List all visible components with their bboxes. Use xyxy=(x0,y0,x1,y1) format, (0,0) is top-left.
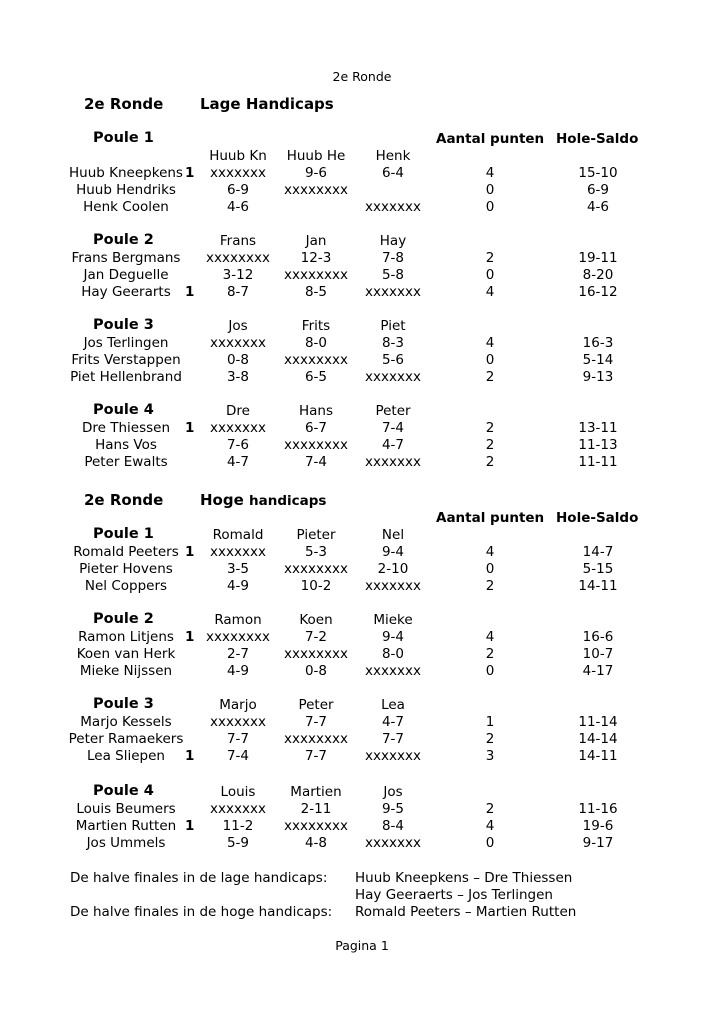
match-score: xxxxxxxx xyxy=(284,352,348,368)
poule-column-head: Ramon xyxy=(214,612,262,628)
match-score: 8-0 xyxy=(304,335,328,351)
saldo-value: 11-11 xyxy=(578,454,618,470)
player-name: Jos Ummels xyxy=(86,835,166,851)
match-score: 0-8 xyxy=(304,663,328,679)
match-score: xxxxxxx xyxy=(365,578,421,594)
match-score: 8-5 xyxy=(304,284,328,300)
match-score: xxxxxxx xyxy=(365,835,421,851)
finals-hoge-match-1: Romald Peeters – Martien Rutten xyxy=(355,904,577,920)
player-name: Louis Beumers xyxy=(76,801,176,817)
poule-column-head: Huub Kn xyxy=(209,148,267,164)
player-name: Koen van Herk xyxy=(76,646,176,662)
finals-lage-match-2: Hay Geeraerts – Jos Terlingen xyxy=(355,887,553,903)
finals-lage-label: De halve finales in de lage handicaps: xyxy=(70,870,328,886)
saldo-value: 19-11 xyxy=(578,250,618,266)
poule-column-head: Romald xyxy=(212,527,264,543)
points-value: 2 xyxy=(485,801,495,817)
points-column-header-hoge: Aantal punten xyxy=(436,510,545,526)
match-score: 7-4 xyxy=(381,420,405,436)
saldo-value: 5-14 xyxy=(582,352,614,368)
match-score: xxxxxxxx xyxy=(284,731,348,747)
player-name: Jos Terlingen xyxy=(83,335,169,351)
player-name: Lea Sliepen xyxy=(87,748,165,764)
match-score: xxxxxxx xyxy=(365,748,421,764)
finals-hoge-label: De halve finales in de hoge handicaps: xyxy=(70,904,333,920)
poule-column-head: Piet xyxy=(380,318,406,334)
poule-column-head: Jos xyxy=(228,318,248,334)
match-score: 5-6 xyxy=(381,352,405,368)
points-value: 4 xyxy=(485,629,495,645)
points-value: 2 xyxy=(485,369,495,385)
match-score: 12-3 xyxy=(300,250,332,266)
match-score: xxxxxxx xyxy=(365,199,421,215)
match-score: 5-3 xyxy=(304,544,328,560)
match-score: 5-9 xyxy=(226,835,250,851)
player-name: Jan Deguelle xyxy=(83,267,169,283)
match-score: xxxxxxxx xyxy=(284,818,348,834)
match-score: 4-9 xyxy=(226,578,250,594)
player-name: Hans Vos xyxy=(95,437,157,453)
poule-winner-mark: 1 xyxy=(185,629,195,645)
match-score: 6-9 xyxy=(226,182,250,198)
match-score: 6-7 xyxy=(304,420,328,436)
saldo-value: 9-17 xyxy=(582,835,614,851)
match-score: 9-5 xyxy=(381,801,405,817)
match-score: 7-8 xyxy=(381,250,405,266)
player-name: Hay Geerarts xyxy=(81,284,171,300)
points-value: 4 xyxy=(485,284,495,300)
poule-winner-mark: 1 xyxy=(185,420,195,436)
match-score: 7-7 xyxy=(226,731,250,747)
points-value: 0 xyxy=(485,352,495,368)
points-value: 2 xyxy=(485,578,495,594)
points-value: 0 xyxy=(485,199,495,215)
match-score: 10-2 xyxy=(300,578,332,594)
match-score: 7-2 xyxy=(304,629,328,645)
saldo-value: 16-6 xyxy=(582,629,614,645)
poule-column-head: Dre xyxy=(226,403,250,419)
hoge-title-bold: Hoge xyxy=(200,491,244,509)
match-score: 3-8 xyxy=(226,369,250,385)
saldo-value: 6-9 xyxy=(586,182,610,198)
saldo-value: 4-6 xyxy=(586,199,610,215)
points-value: 4 xyxy=(485,335,495,351)
points-value: 2 xyxy=(485,454,495,470)
match-score: 11-2 xyxy=(222,818,254,834)
page-footer: Pagina 1 xyxy=(335,938,389,953)
poule-column-head: Koen xyxy=(299,612,333,628)
points-value: 2 xyxy=(485,437,495,453)
saldo-column-header-hoge: Hole-Saldo xyxy=(556,510,639,526)
match-score: xxxxxxxx xyxy=(284,646,348,662)
points-value: 4 xyxy=(485,165,495,181)
poule-column-head: Martien xyxy=(290,784,342,800)
match-score: xxxxxxxx xyxy=(284,267,348,283)
hoge-title-rest: handicaps xyxy=(249,493,327,509)
match-score: 8-3 xyxy=(381,335,405,351)
hoge-section-title xyxy=(200,491,326,509)
player-name: Henk Coolen xyxy=(83,199,169,215)
match-score: 8-7 xyxy=(226,284,250,300)
player-name: Mieke Nijssen xyxy=(79,663,173,679)
match-score: 4-6 xyxy=(226,199,250,215)
match-score: xxxxxxx xyxy=(210,801,266,817)
match-score: xxxxxxxx xyxy=(206,250,270,266)
saldo-value: 10-7 xyxy=(582,646,614,662)
match-score: xxxxxxx xyxy=(210,165,266,181)
player-name: Frits Verstappen xyxy=(71,352,181,368)
match-score: 9-4 xyxy=(381,544,405,560)
match-score: 2-10 xyxy=(377,561,409,577)
match-score: xxxxxxx xyxy=(210,335,266,351)
player-name: Pieter Hovens xyxy=(79,561,173,577)
match-score: 2-11 xyxy=(300,801,332,817)
poule-column-head: Jos xyxy=(383,784,403,800)
page-header: 2e Ronde xyxy=(332,69,392,84)
saldo-value: 15-10 xyxy=(578,165,618,181)
match-score: 9-6 xyxy=(304,165,328,181)
points-value: 4 xyxy=(485,818,495,834)
poule-column-head: Peter xyxy=(375,403,411,419)
poule-column-head: Huub He xyxy=(286,148,346,164)
player-name: Romald Peeters xyxy=(73,544,179,560)
saldo-value: 16-3 xyxy=(582,335,614,351)
match-score: xxxxxxx xyxy=(365,284,421,300)
poule-winner-mark: 1 xyxy=(185,165,195,181)
player-name: Huub Hendriks xyxy=(76,182,176,198)
poule-column-head: Hans xyxy=(298,403,333,419)
poule-column-head: Lea xyxy=(381,697,405,713)
poule-column-head: Peter xyxy=(298,697,334,713)
match-score: 7-4 xyxy=(226,748,250,764)
saldo-value: 14-11 xyxy=(578,578,618,594)
poule-winner-mark: 1 xyxy=(185,748,195,764)
match-score: 4-7 xyxy=(381,714,405,730)
player-name: Dre Thiessen xyxy=(81,420,171,436)
poule-winner-mark: 1 xyxy=(185,544,195,560)
saldo-value: 14-14 xyxy=(578,731,618,747)
match-score: 7-7 xyxy=(304,714,328,730)
match-score: xxxxxxx xyxy=(365,454,421,470)
match-score: xxxxxxx xyxy=(365,369,421,385)
match-score: xxxxxxx xyxy=(210,420,266,436)
poule-title: Poule 4 xyxy=(93,402,154,418)
match-score: xxxxxxxx xyxy=(206,629,270,645)
player-name: Nel Coppers xyxy=(84,578,168,594)
saldo-value: 9-13 xyxy=(582,369,614,385)
match-score: 4-7 xyxy=(381,437,405,453)
poule-column-head: Frits xyxy=(301,318,331,334)
poule-winner-mark: 1 xyxy=(185,284,195,300)
finals-lage-match-1: Huub Kneepkens – Dre Thiessen xyxy=(355,870,573,886)
match-score: xxxxxxx xyxy=(210,714,266,730)
match-score: 5-8 xyxy=(381,267,405,283)
match-score: 3-12 xyxy=(222,267,254,283)
match-score: 7-7 xyxy=(381,731,405,747)
poule-column-head: Marjo xyxy=(219,697,257,713)
match-score: 9-4 xyxy=(381,629,405,645)
match-score: xxxxxxxx xyxy=(284,437,348,453)
player-name: Peter Ewalts xyxy=(84,454,168,470)
poule-column-head: Louis xyxy=(220,784,256,800)
match-score: 2-7 xyxy=(226,646,250,662)
points-value: 2 xyxy=(485,250,495,266)
saldo-value: 5-15 xyxy=(582,561,614,577)
poule-title: Poule 1 xyxy=(93,526,154,542)
poule-title: Poule 1 xyxy=(93,130,154,146)
match-score: 8-4 xyxy=(381,818,405,834)
saldo-value: 16-12 xyxy=(578,284,618,300)
poule-winner-mark: 1 xyxy=(185,818,195,834)
player-name: Marjo Kessels xyxy=(80,714,172,730)
match-score: xxxxxxxx xyxy=(284,561,348,577)
player-name: Huub Kneepkens xyxy=(69,165,183,181)
poule-column-head: Jan xyxy=(305,233,327,249)
points-value: 0 xyxy=(485,267,495,283)
match-score: 7-4 xyxy=(304,454,328,470)
points-value: 1 xyxy=(485,714,495,730)
poule-column-head: Frans xyxy=(219,233,257,249)
player-name: Frans Bergmans xyxy=(71,250,181,266)
saldo-value: 11-13 xyxy=(578,437,618,453)
match-score: 6-5 xyxy=(304,369,328,385)
player-name: Martien Rutten xyxy=(75,818,177,834)
saldo-value: 4-17 xyxy=(582,663,614,679)
match-score: 8-0 xyxy=(381,646,405,662)
poule-title: Poule 4 xyxy=(93,783,154,799)
poule-column-head: Henk xyxy=(375,148,411,164)
poule-column-head: Nel xyxy=(381,527,405,543)
points-value: 2 xyxy=(485,420,495,436)
lage-section-title: Lage Handicaps xyxy=(200,95,334,113)
points-value: 2 xyxy=(485,646,495,662)
points-value: 3 xyxy=(485,748,495,764)
saldo-value: 19-6 xyxy=(582,818,614,834)
points-value: 0 xyxy=(485,835,495,851)
match-score: 7-7 xyxy=(304,748,328,764)
points-value: 2 xyxy=(485,731,495,747)
points-value: 0 xyxy=(485,663,495,679)
poule-column-head: Mieke xyxy=(373,612,413,628)
saldo-value: 8-20 xyxy=(582,267,614,283)
match-score: 7-6 xyxy=(226,437,250,453)
match-score: xxxxxxx xyxy=(365,663,421,679)
player-name: Ramon Litjens xyxy=(78,629,174,645)
poule-column-head: Pieter xyxy=(296,527,336,543)
saldo-column-header: Hole-Saldo xyxy=(556,131,639,147)
poule-title: Poule 2 xyxy=(93,232,154,248)
lage-round-label: 2e Ronde xyxy=(84,95,164,113)
match-score: 3-5 xyxy=(226,561,250,577)
saldo-value: 14-11 xyxy=(578,748,618,764)
hoge-round-label: 2e Ronde xyxy=(84,491,164,509)
player-name: Peter Ramaekers xyxy=(68,731,184,747)
saldo-value: 13-11 xyxy=(578,420,618,436)
match-score: xxxxxxxx xyxy=(284,182,348,198)
match-score: xxxxxxx xyxy=(210,544,266,560)
match-score: 4-8 xyxy=(304,835,328,851)
saldo-value: 14-7 xyxy=(582,544,614,560)
poule-title: Poule 3 xyxy=(93,696,154,712)
saldo-value: 11-14 xyxy=(578,714,618,730)
saldo-value: 11-16 xyxy=(578,801,618,817)
points-value: 4 xyxy=(485,544,495,560)
poule-title: Poule 3 xyxy=(93,317,154,333)
player-name: Piet Hellenbrand xyxy=(70,369,182,385)
match-score: 0-8 xyxy=(226,352,250,368)
poule-title: Poule 2 xyxy=(93,611,154,627)
poule-column-head: Hay xyxy=(379,233,407,249)
match-score: 4-7 xyxy=(226,454,250,470)
match-score: 6-4 xyxy=(381,165,405,181)
points-value: 0 xyxy=(485,182,495,198)
points-value: 0 xyxy=(485,561,495,577)
points-column-header: Aantal punten xyxy=(436,131,545,147)
match-score: 4-9 xyxy=(226,663,250,679)
